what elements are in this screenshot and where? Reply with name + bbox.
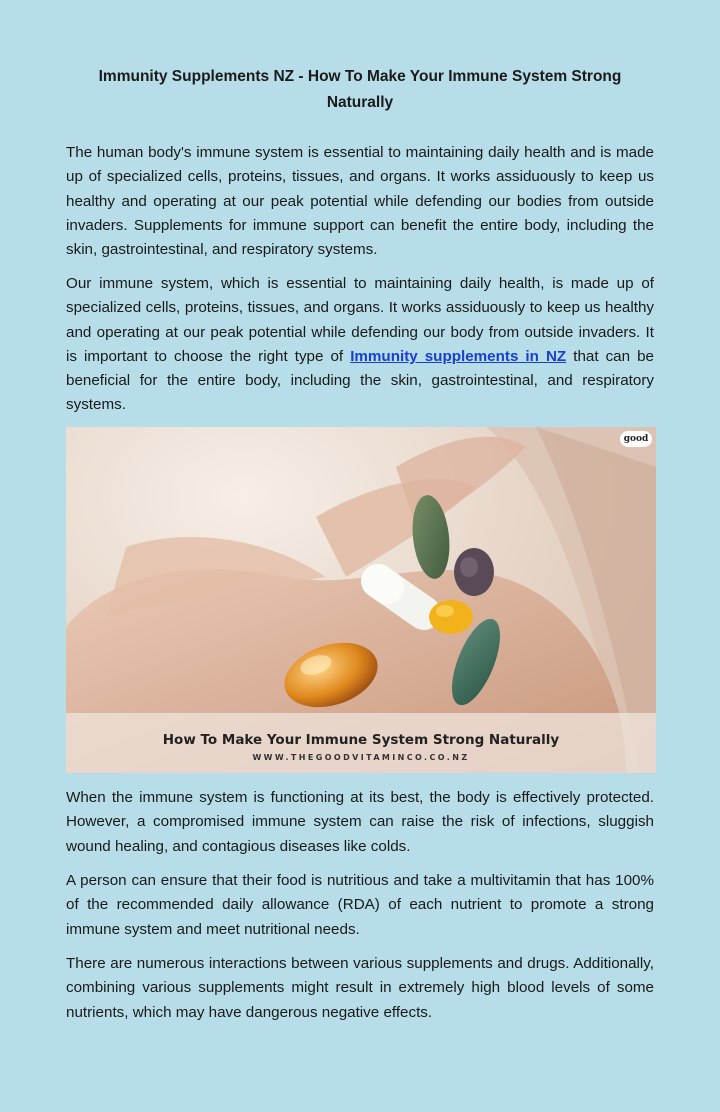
paragraph-text: Our immune system, which is essential to maintaining daily health, is made up of specialized cells, proteins, tissues, and organs. It works assiduously to keep us healthy and operating at our peak potential while defending our body from outside invaders. It is important to choose the right type of — [66, 275, 654, 365]
paragraph-nutrition: A person can ensure that their food is nutritious and take a multivitamin that has 100% of the recommended daily allowance (RDA) of each nutrient to promote a strong immune system and meet nutritional needs. — [66, 872, 654, 938]
image-caption: How To Make Your Immune System Strong Naturally — [162, 732, 560, 748]
paragraph-immune-system — [66, 272, 654, 418]
immunity-supplements-link[interactable]: Immunity supplements in NZ — [350, 347, 567, 365]
page-title: Immunity Supplements NZ - How To Make Your Immune System Strong Naturally — [98, 68, 622, 111]
hand-with-pills-illustration — [66, 427, 656, 773]
paragraph-text: that can be beneficial for the entire body, including the skin, gastrointestinal, and respiratory systems. — [66, 347, 655, 414]
paragraph-protection: When the immune system is functioning at its best, the body is effectively protected. However, a compromised immune system can raise the risk of infections, sluggish wound healing, and contagious diseases like colds. — [66, 789, 654, 855]
paragraph-intro: The human body's immune system is essential to maintaining daily health and is made up of specialized cells, proteins, tissues, and organs. It works assiduously to keep us healthy and operating at our peak potential while defending our bodies from outside invaders. Supplements for immune support can benefit the entire body, including the skin, gastrointestinal, and respiratory systems. — [66, 144, 654, 259]
hero-image — [66, 427, 656, 773]
brand-logo-badge: good — [620, 431, 652, 447]
paragraph-interactions: There are numerous interactions between various supplements and drugs. Additionally, combining various supplements might result in extremely high blood levels of some nutrients, which may have dangerous negative effects. — [66, 955, 654, 1021]
image-caption-url: WWW.THEGOODVITAMINCO.CO.NZ — [252, 753, 470, 762]
